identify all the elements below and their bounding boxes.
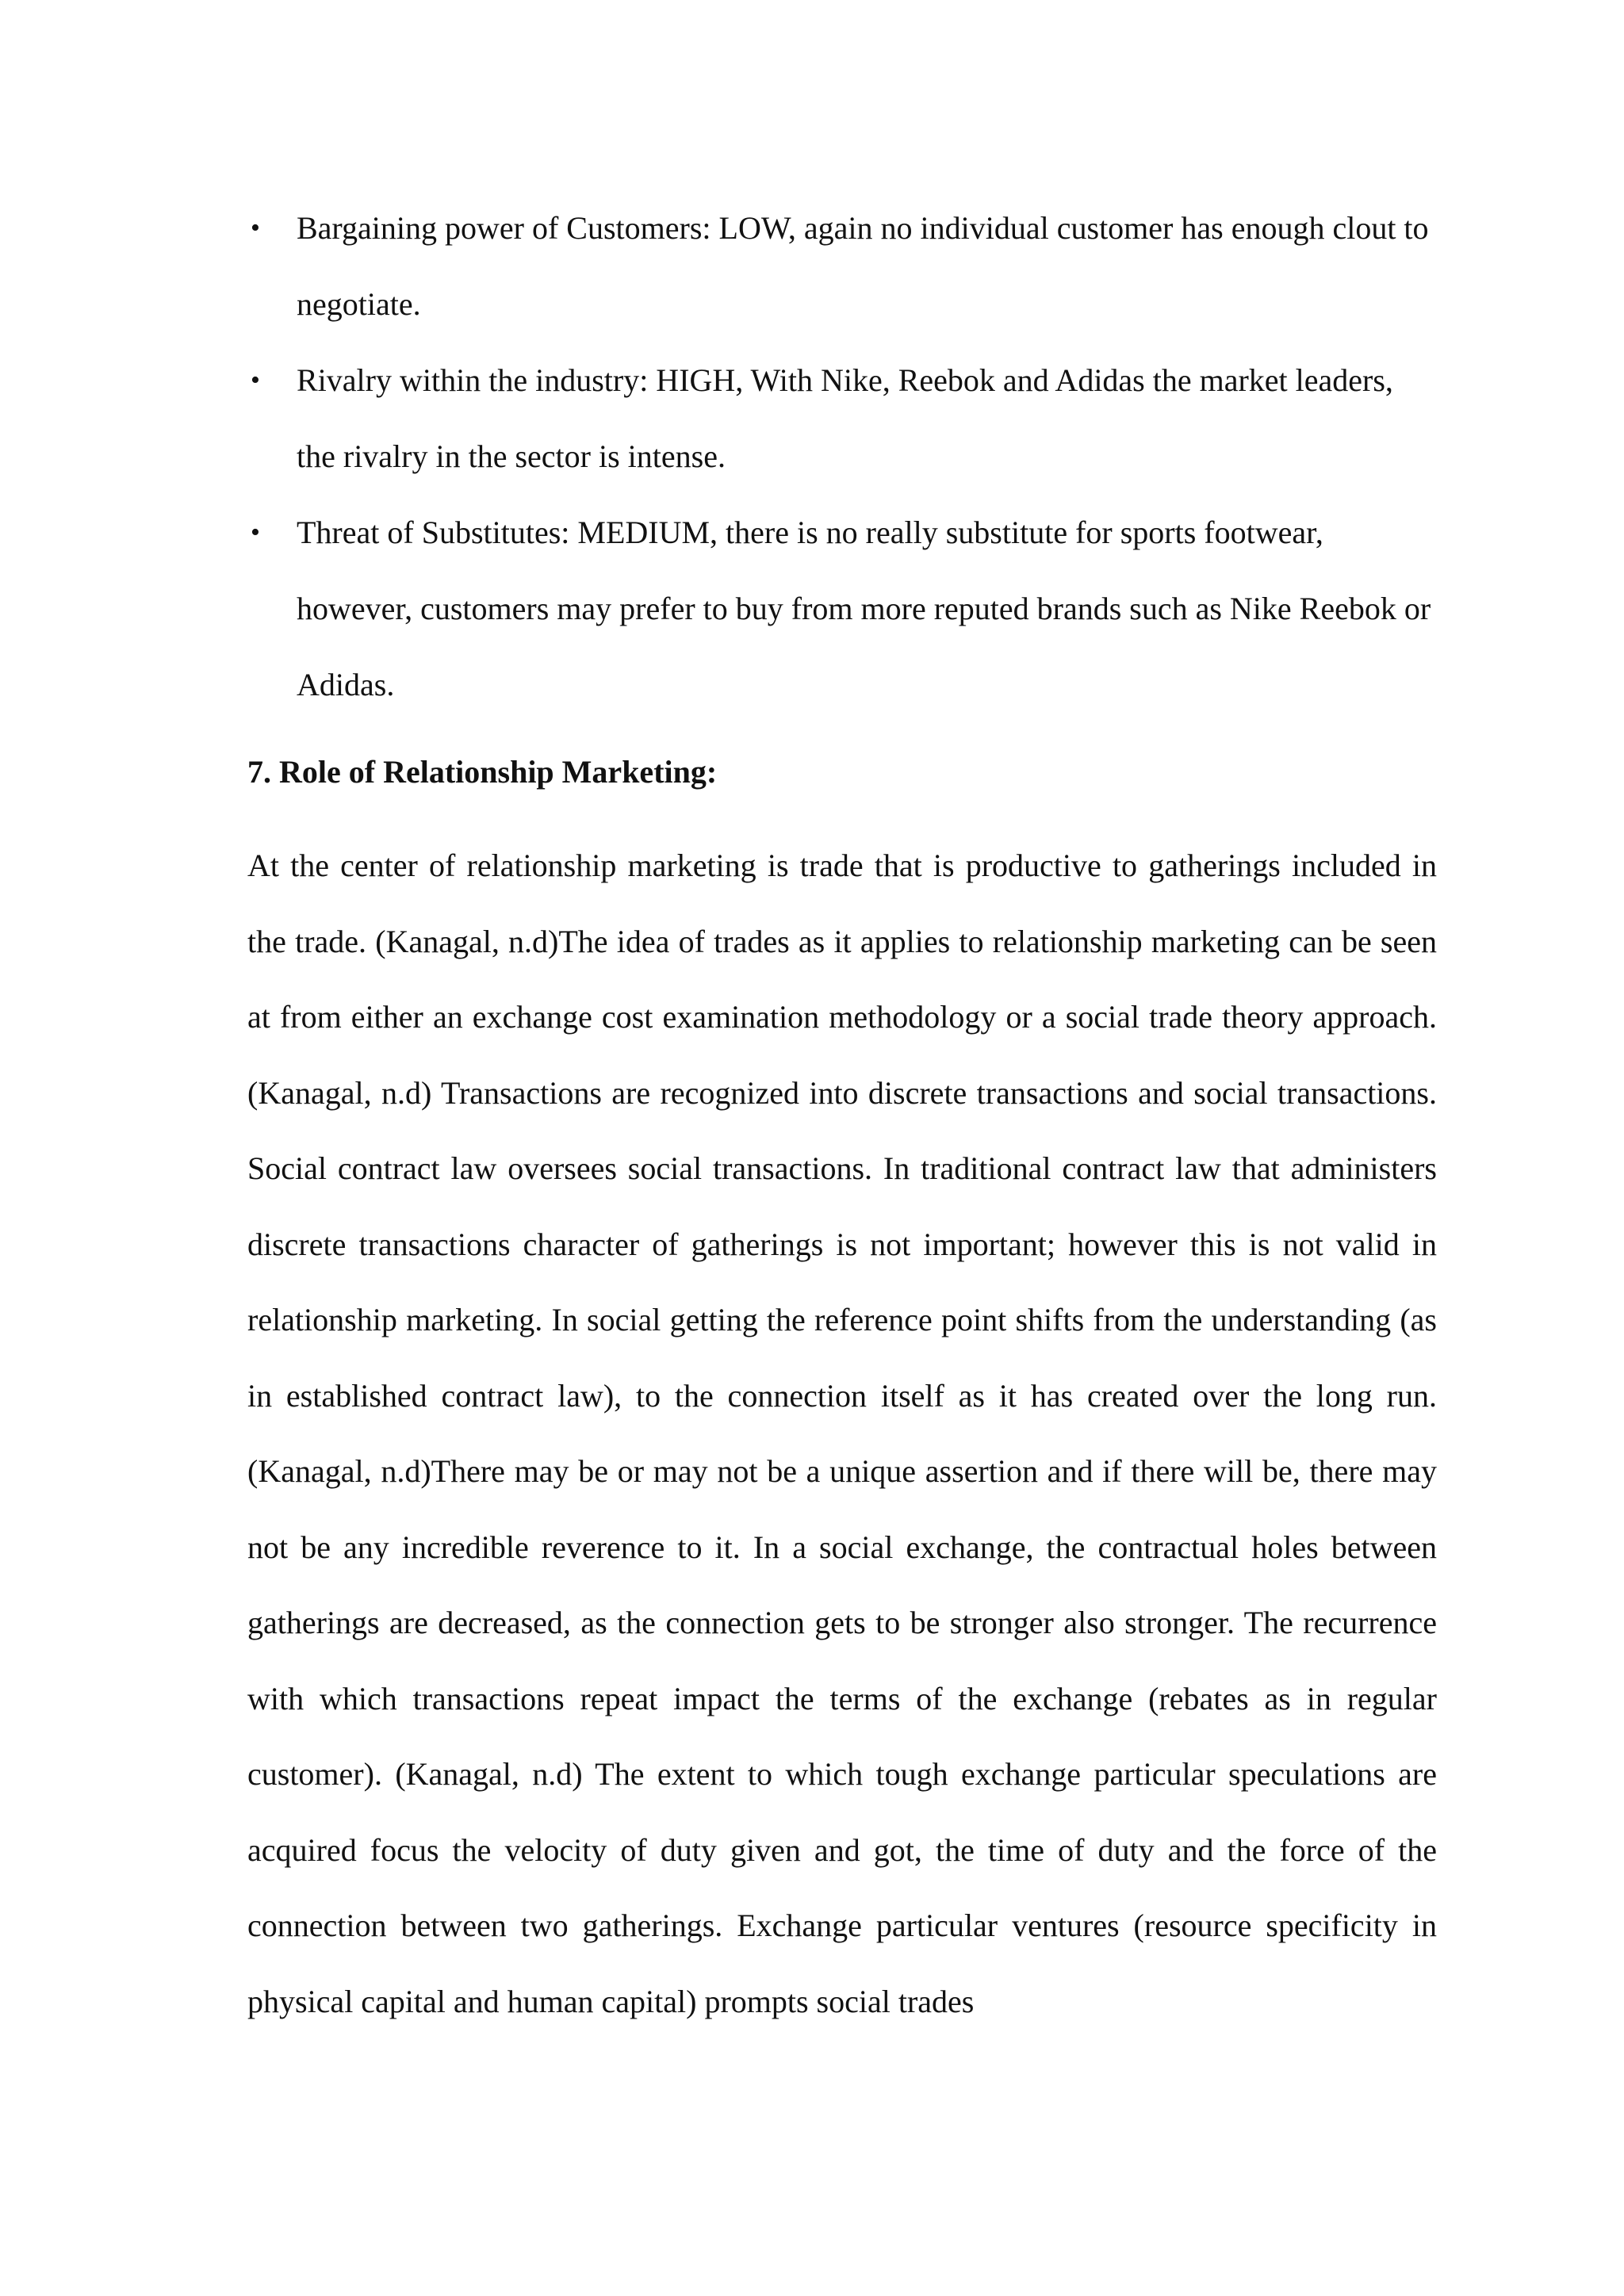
body-paragraph: At the center of relationship marketing is trade that is productive to gatherings included in the trade. (Kanagal, n.d)The idea of trades as it applies to relationship marketing can be seen at from either an exchange cost examination methodology or a social trade theory approach. (Kanagal, n.d) Transactions are recognized into discrete transactions and social transactions. Social contract law oversees social transactions. In traditional contract law that administers discrete transactions character of gatherings is not important; however this is not valid in relationship marketing. In social getting the reference point shifts from the understanding (as in established contract law), to the connection itself as it has created over the long run. (Kanagal, n.d)There may be or may not be a unique assertion and if there will be, there may not be any incredible reverence to it. In a social exchange, the contractual holes between gatherings are decreased, as the connection gets to be stronger also stronger. The recurrence with which transactions repeat impact the terms of the exchange (rebates as in regular customer). (Kanagal, n.d) The extent to which tough exchange particular speculations are acquired focus the velocity of duty given and got, the time of duty and the force of the connection between two gatherings. Exchange particular ventures (resource specificity in physical capital and human capital) prompts social trades <box>247 848 1437 2019</box>
bullet-icon: • <box>251 365 260 395</box>
bullet-text: Threat of Substitutes: MEDIUM, there is no really substitute for sports footwear, however, customers may prefer to buy from more reputed brands such as Nike Reebok or Adidas. <box>297 515 1431 702</box>
section-heading: 7. Role of Relationship Marketing: <box>247 754 718 790</box>
bullet-item-rivalry <box>247 342 1437 495</box>
bullet-icon: • <box>251 518 260 547</box>
bullet-icon: • <box>251 213 260 243</box>
bullet-text: Rivalry within the industry: HIGH, With Nike, Reebok and Adidas the market leaders, the rivalry in the sector is intense. <box>297 362 1393 474</box>
bullet-item-customers <box>247 190 1437 342</box>
bullet-item-substitutes <box>247 495 1437 723</box>
bullet-text: Bargaining power of Customers: LOW, again no individual customer has enough clout to negotiate. <box>297 210 1429 322</box>
bullet-list <box>247 190 1437 723</box>
page-content <box>247 190 1437 2039</box>
